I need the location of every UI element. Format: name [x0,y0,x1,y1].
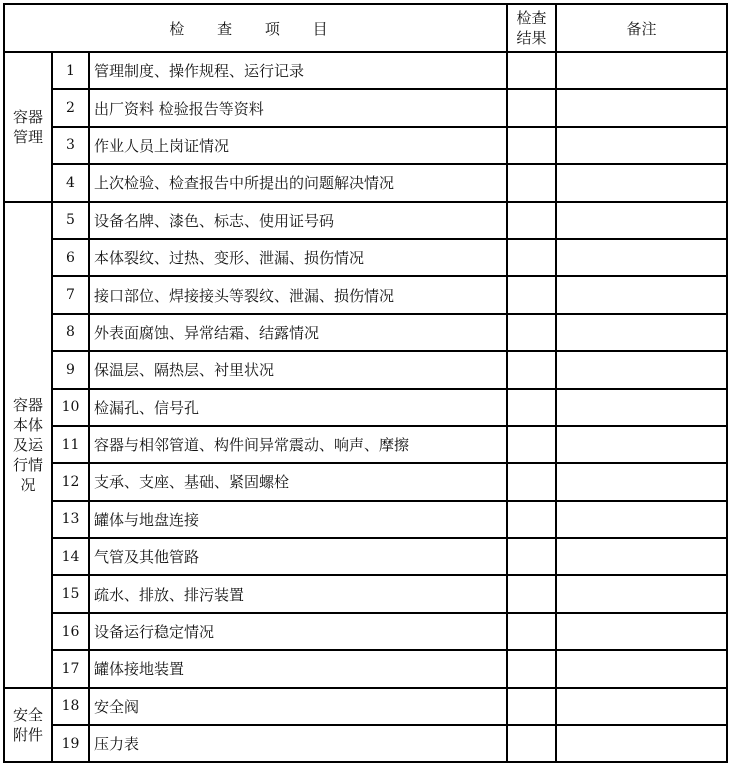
category-cell [4,52,52,202]
notes-cell[interactable] [556,239,727,276]
result-cell[interactable] [507,127,556,164]
item-description: 压力表 [89,725,507,762]
notes-cell[interactable] [556,351,727,388]
item-number: 13 [52,501,89,538]
item-number: 9 [52,351,89,388]
notes-cell[interactable] [556,202,727,239]
table-row [4,426,727,463]
notes-cell[interactable] [556,463,727,500]
result-cell[interactable] [507,89,556,126]
table-row [4,688,727,725]
item-number: 6 [52,239,89,276]
notes-cell[interactable] [556,52,727,89]
item-description: 保温层、隔热层、衬里状况 [89,351,507,388]
item-description: 设备名牌、漆色、标志、使用证号码 [89,202,507,239]
item-description: 管理制度、操作规程、运行记录 [89,52,507,89]
item-number: 12 [52,463,89,500]
table-row [4,725,727,762]
category-cell [4,202,52,688]
notes-cell[interactable] [556,650,727,687]
category-label: 容器管理 [12,107,43,146]
item-number: 17 [52,650,89,687]
item-number: 15 [52,575,89,612]
item-description: 检漏孔、信号孔 [89,389,507,426]
result-cell[interactable] [507,463,556,500]
header-inspection-item [4,4,507,52]
item-number: 2 [52,89,89,126]
result-cell[interactable] [507,426,556,463]
item-description: 安全阀 [89,688,507,725]
table-row [4,276,727,313]
result-cell[interactable] [507,501,556,538]
result-cell[interactable] [507,314,556,351]
result-cell[interactable] [507,613,556,650]
table-row [4,501,727,538]
table-row [4,202,727,239]
item-number: 11 [52,426,89,463]
item-description: 疏水、排放、排污装置 [89,575,507,612]
notes-cell[interactable] [556,389,727,426]
result-cell[interactable] [507,650,556,687]
table-row [4,538,727,575]
item-description: 支承、支座、基础、紧固螺栓 [89,463,507,500]
item-description: 气管及其他管路 [89,538,507,575]
item-number: 5 [52,202,89,239]
notes-cell[interactable] [556,725,727,762]
item-description: 外表面腐蚀、异常结霜、结露情况 [89,314,507,351]
item-description: 出厂资料 检验报告等资料 [89,89,507,126]
item-number: 3 [52,127,89,164]
notes-cell[interactable] [556,276,727,313]
item-description: 接口部位、焊接接头等裂纹、泄漏、损伤情况 [89,276,507,313]
table-row [4,613,727,650]
item-description: 容器与相邻管道、构件间异常震动、响声、摩擦 [89,426,507,463]
result-cell[interactable] [507,164,556,201]
item-number: 14 [52,538,89,575]
notes-cell[interactable] [556,538,727,575]
table-row [4,389,727,426]
item-number: 10 [52,389,89,426]
notes-cell[interactable] [556,127,727,164]
result-cell[interactable] [507,276,556,313]
notes-cell[interactable] [556,426,727,463]
result-cell[interactable] [507,575,556,612]
header-result-label: 检查结果 [516,9,547,47]
result-cell[interactable] [507,202,556,239]
result-cell[interactable] [507,725,556,762]
item-description: 设备运行稳定情况 [89,613,507,650]
table-row [4,575,727,612]
item-number: 4 [52,164,89,201]
table-row [4,89,727,126]
header-notes: 备注 [556,4,727,52]
table-row [4,351,727,388]
category-cell [4,688,52,763]
header-inspection-item-label: 检 查 项 目 [169,19,342,38]
inspection-table [3,3,728,763]
notes-cell[interactable] [556,164,727,201]
item-number: 18 [52,688,89,725]
category-label: 安全附件 [12,706,43,745]
item-description: 本体裂纹、过热、变形、泄漏、损伤情况 [89,239,507,276]
item-number: 8 [52,314,89,351]
table-row [4,52,727,89]
result-cell[interactable] [507,52,556,89]
item-description: 罐体与地盘连接 [89,501,507,538]
result-cell[interactable] [507,389,556,426]
notes-cell[interactable] [556,314,727,351]
table-row [4,164,727,201]
item-description: 上次检验、检查报告中所提出的问题解决情况 [89,164,507,201]
table-row [4,239,727,276]
notes-cell[interactable] [556,613,727,650]
item-description: 作业人员上岗证情况 [89,127,507,164]
item-number: 16 [52,613,89,650]
item-description: 罐体接地装置 [89,650,507,687]
result-cell[interactable] [507,688,556,725]
notes-cell[interactable] [556,89,727,126]
table-row [4,127,727,164]
result-cell[interactable] [507,239,556,276]
header-result [507,4,556,52]
category-label: 容器本体及运行情况 [12,395,43,494]
table-row [4,463,727,500]
result-cell[interactable] [507,538,556,575]
item-number: 19 [52,725,89,762]
header-row [4,4,727,52]
notes-cell[interactable] [556,501,727,538]
table-row [4,650,727,687]
notes-cell[interactable] [556,688,727,725]
table-row [4,314,727,351]
item-number: 1 [52,52,89,89]
notes-cell[interactable] [556,575,727,612]
item-number: 7 [52,276,89,313]
result-cell[interactable] [507,351,556,388]
